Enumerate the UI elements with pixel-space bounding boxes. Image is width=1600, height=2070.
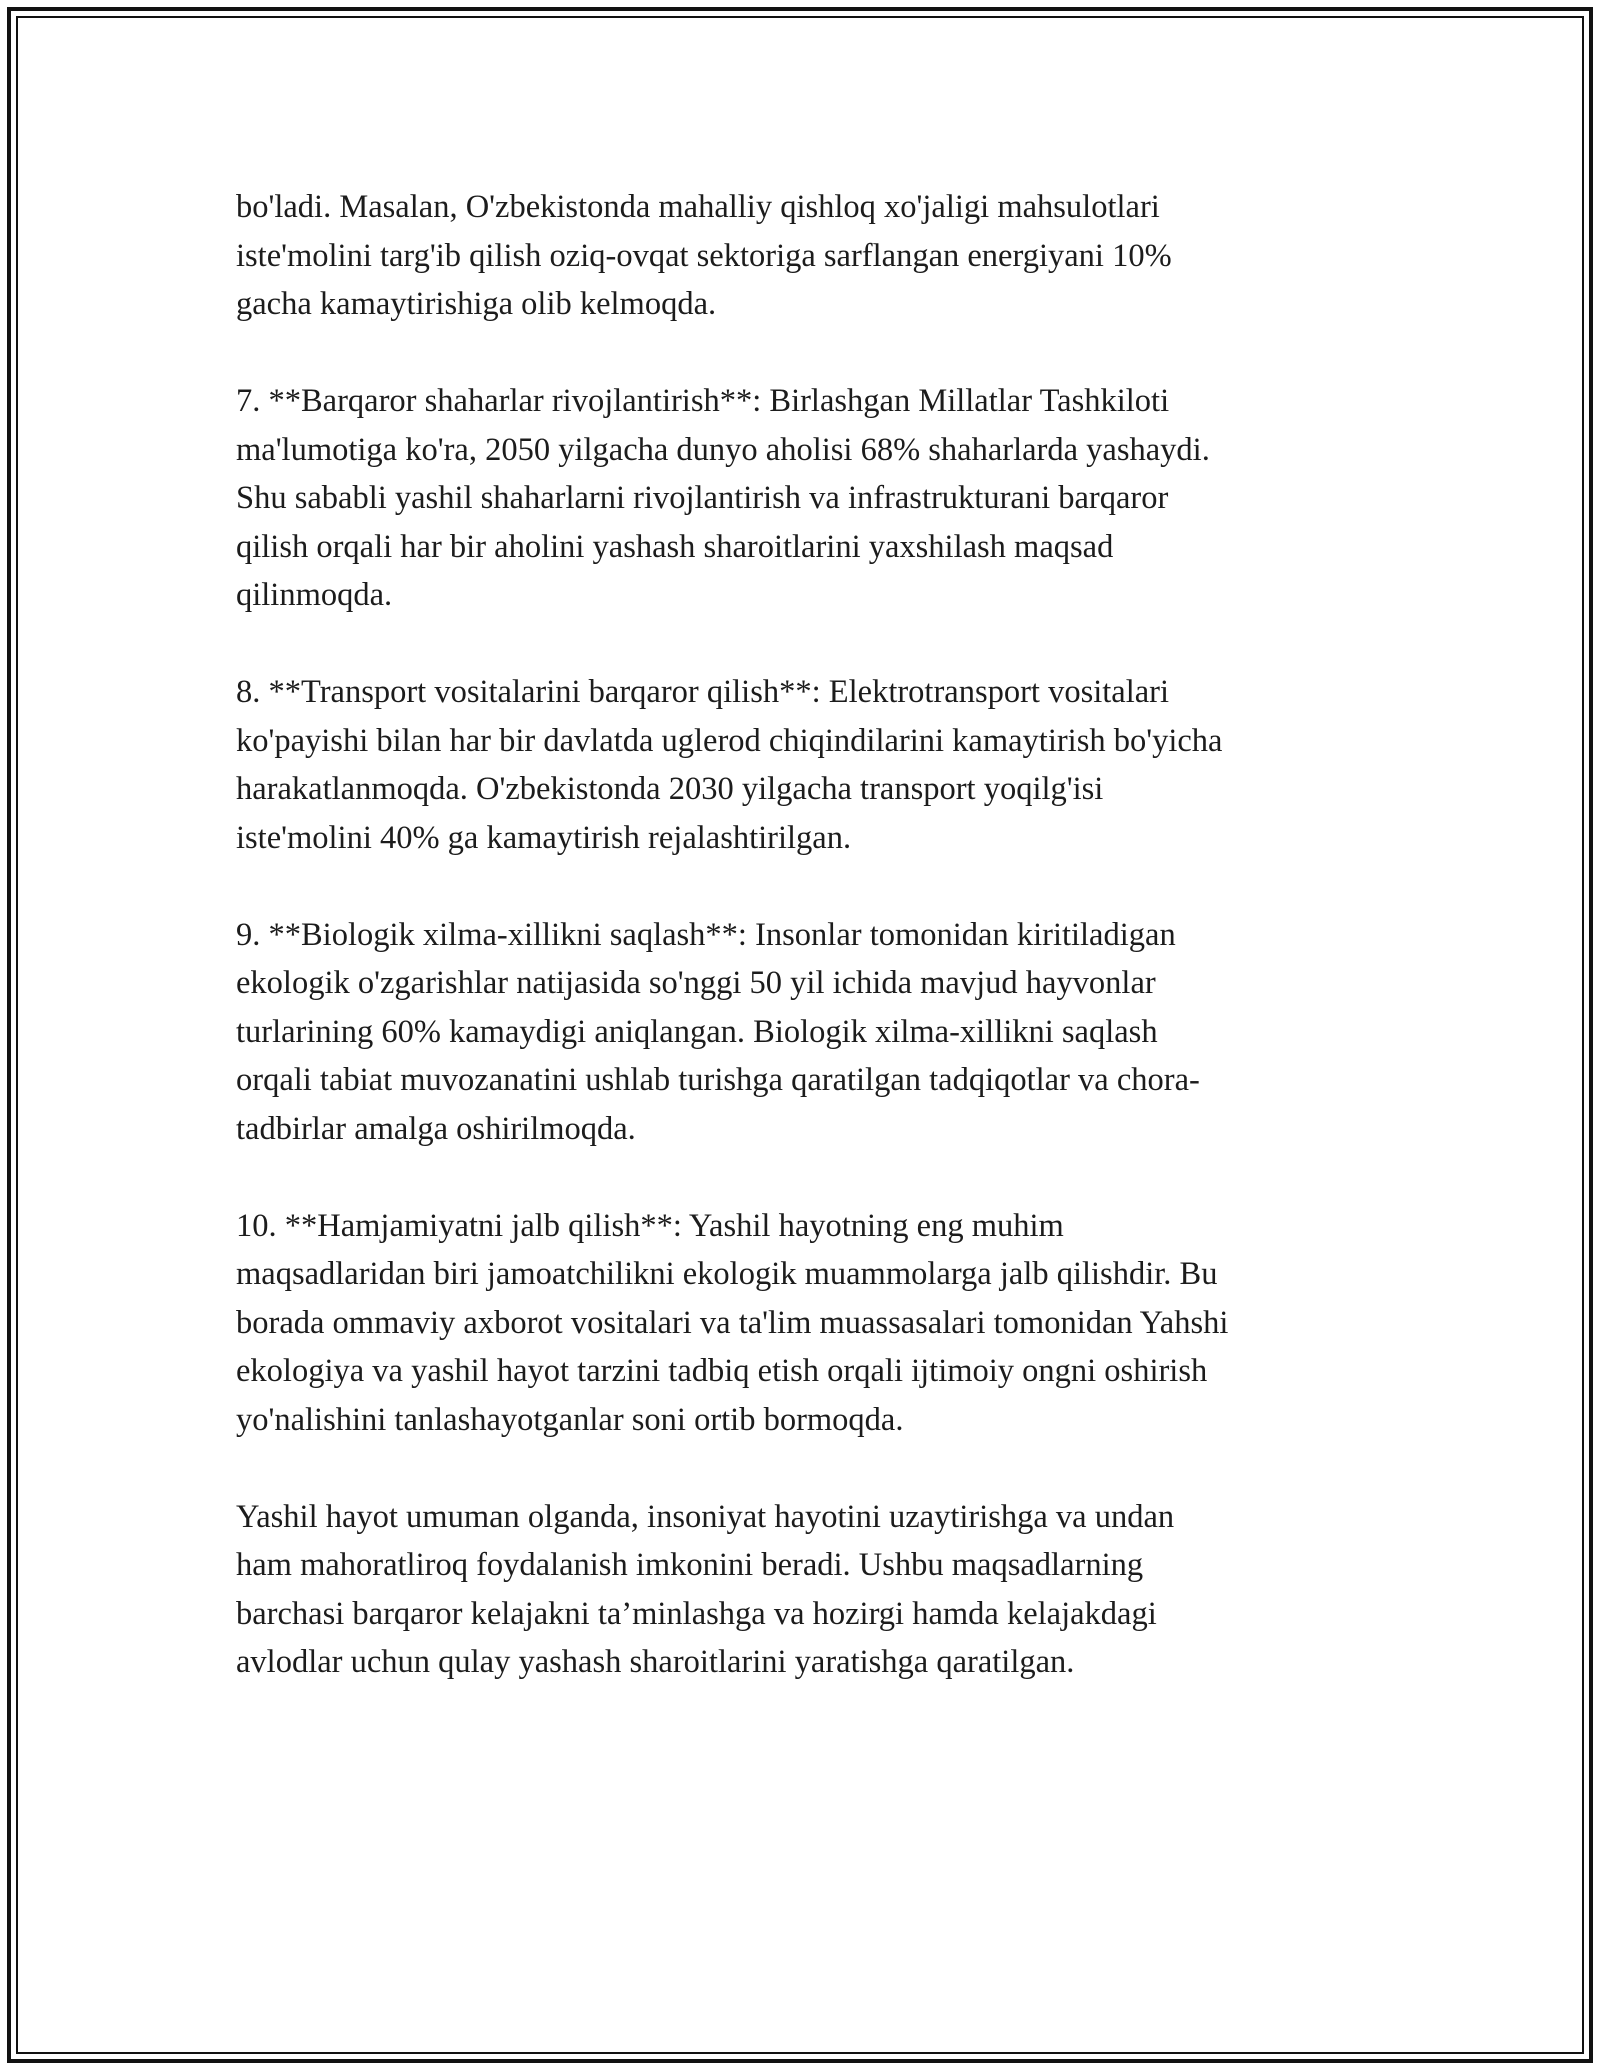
document-body (236, 183, 1386, 1735)
text-line: 8. **Transport vositalarini barqaror qilish**: Elektrotransport vositalari (236, 674, 1170, 710)
text-line: turlarining 60% kamaydigi aniqlangan. Biologik xilma-xillikni saqlash (236, 1013, 1158, 1050)
text-line: harakatlanmoqda. O'zbekistonda 2030 yilgacha transport yoqilg'isi (236, 771, 1104, 807)
text-line: 9. **Biologik xilma-xillikni saqlash**: Insonlar tomonidan kiritiladigan (236, 916, 1176, 953)
text-line: iste'molini 40% ga kamaytirish rejalashtirilgan. (236, 819, 852, 856)
paragraph-conclusion (236, 1493, 1386, 1687)
text-line: 10. **Hamjamiyatni jalb qilish**: Yashil hayotning eng muhim (236, 1207, 1064, 1244)
text-line: qilish orqali har bir aholini yashash sharoitlarini yaxshilash maqsad (236, 528, 1114, 565)
text-line: ma'lumotiga ko'ra, 2050 yilgacha dunyo aholisi 68% shaharlarda yashaydi. (236, 431, 1210, 468)
text-line: 7. **Barqaror shaharlar rivojlantirish**: Birlashgan Millatlar Tashkiloti (236, 383, 1170, 419)
paragraph-item-8 (236, 668, 1386, 862)
text-line: ekologiya va yashil hayot tarzini tadbiq etish orqali ijtimoiy ongni oshirish (236, 1353, 1208, 1389)
text-line: avlodlar uchun qulay yashash sharoitlarini yaratishga qaratilgan. (236, 1644, 1075, 1680)
text-line: bo'ladi. Masalan, O'zbekistonda mahalliy qishloq xo'jaligi mahsulotlari (236, 189, 1160, 225)
paragraph-intro-continuation (236, 183, 1386, 329)
text-line: tadbirlar amalga oshirilmoqda. (236, 1110, 636, 1147)
text-line: yo'nalishini tanlashayotganlar soni ortib bormoqda. (236, 1401, 904, 1438)
text-line: borada ommaviy axborot vositalari va ta'lim muassasalari tomonidan Yahshi (236, 1304, 1229, 1341)
text-line: gacha kamaytirishiga olib kelmoqda. (236, 286, 717, 322)
paragraph-item-9 (236, 911, 1386, 1154)
text-line: ko'payishi bilan har bir davlatda uglerod chiqindilarini kamaytirish bo'yicha (236, 722, 1223, 759)
text-line: ham mahoratliroq foydalanish imkonini beradi. Ushbu maqsadlarning (236, 1547, 1144, 1583)
text-line: maqsadlaridan biri jamoatchilikni ekologik muammolarga jalb qilishdir. Bu (236, 1256, 1218, 1292)
text-line: Yashil hayot umuman olganda, insoniyat hayotini uzaytirishga va undan (236, 1498, 1175, 1535)
text-line: barchasi barqaror kelajakni ta’minlashga va hozirgi hamda kelajakdagi (236, 1595, 1157, 1632)
text-line: Shu sababli yashil shaharlarni rivojlantirish va infrastrukturani barqaror (236, 480, 1169, 516)
text-line: orqali tabiat muvozanatini ushlab turishga qaratilgan tadqiqotlar va chora- (236, 1062, 1200, 1098)
paragraph-item-10 (236, 1202, 1386, 1445)
text-line: iste'molini targ'ib qilish oziq-ovqat sektoriga sarflangan energiyani 10% (236, 237, 1172, 274)
text-line: qilinmoqda. (236, 577, 393, 613)
text-line: ekologik o'zgarishlar natijasida so'nggi 50 yil ichida mavjud hayvonlar (236, 965, 1156, 1001)
paragraph-item-7 (236, 377, 1386, 620)
